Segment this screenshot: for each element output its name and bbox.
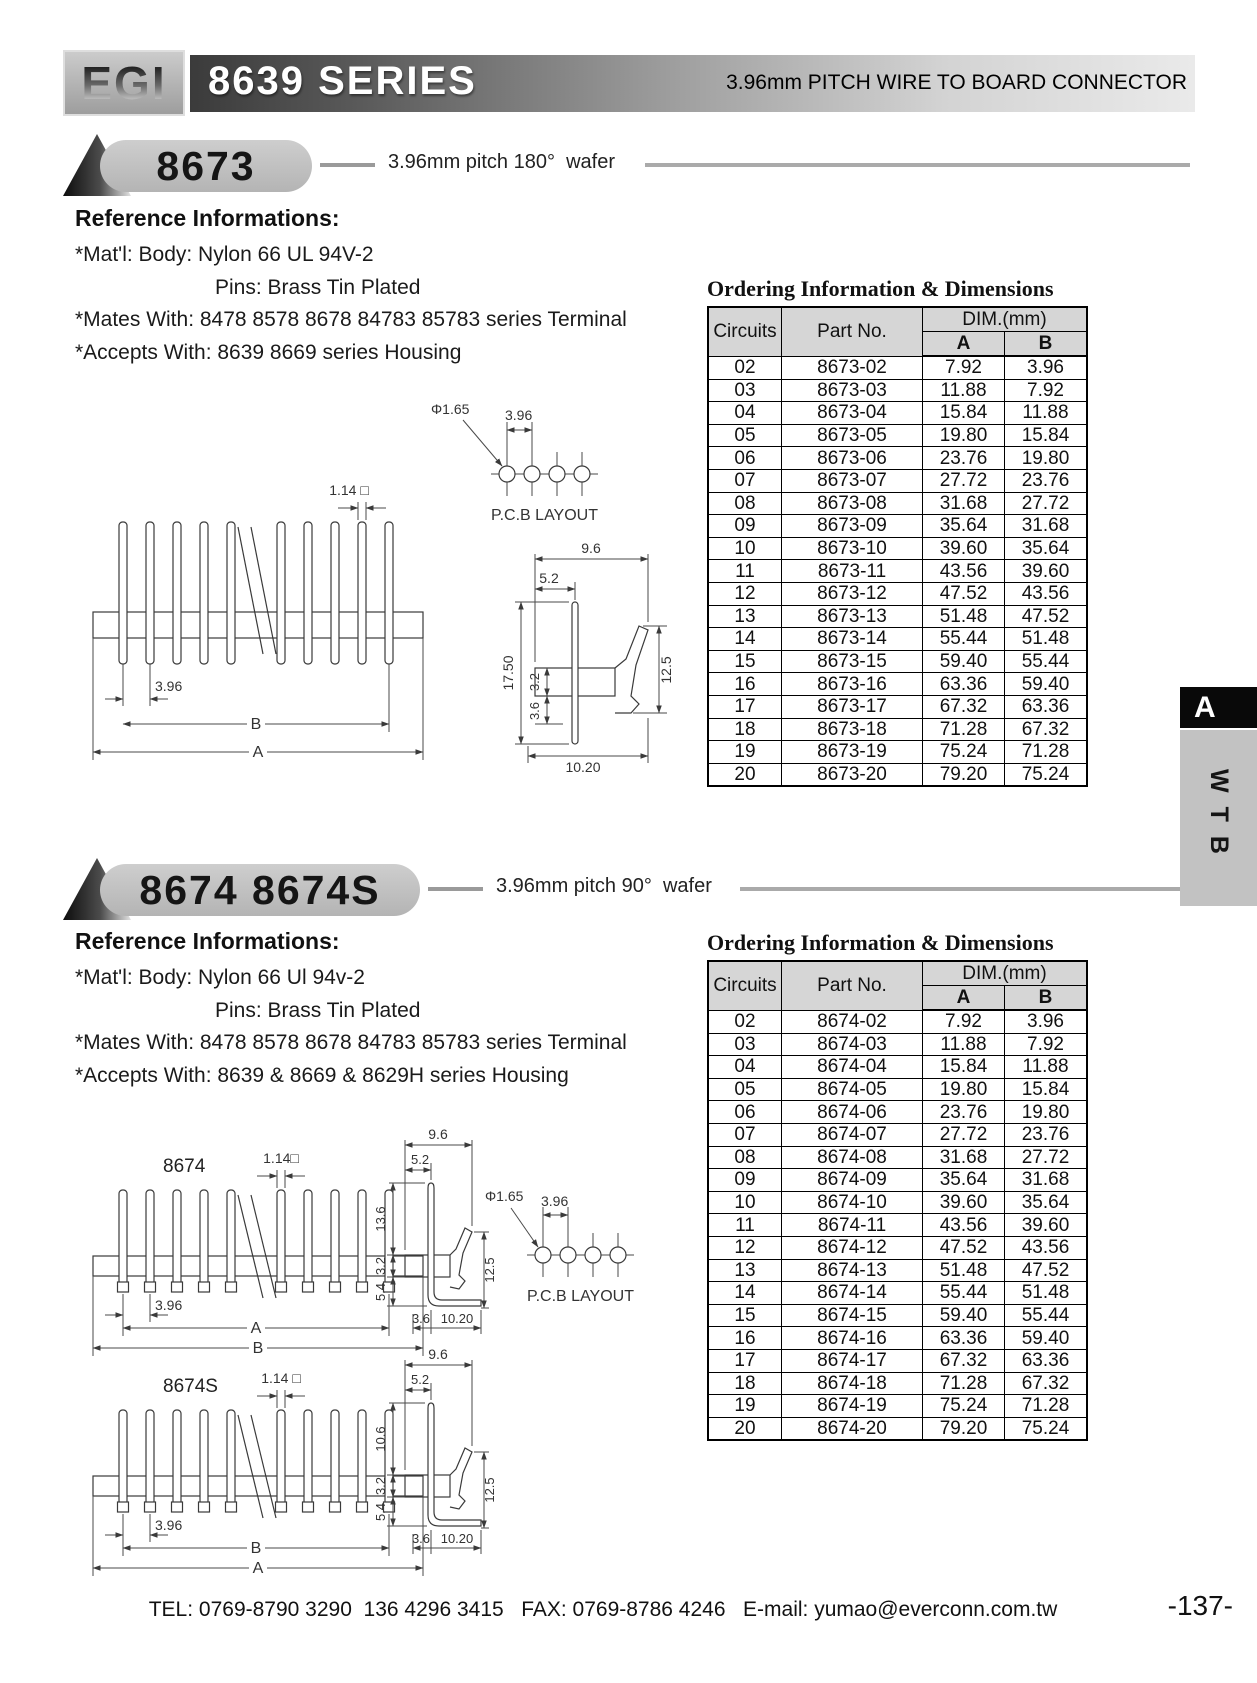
dim-side-height: 13.6 [373, 1206, 388, 1232]
cell-circuits: 10 [708, 537, 782, 560]
cell-a: 31.68 [923, 1146, 1005, 1169]
cell-b: 7.92 [1005, 379, 1088, 402]
cell-b: 51.48 [1005, 628, 1088, 651]
dim-side-t2: 3.6 [527, 701, 542, 721]
cell-part: 8674-04 [782, 1056, 923, 1079]
reference-line: *Accepts With: 8639 & 8669 & 8629H series Housing [75, 1063, 569, 1087]
dim-hole-dia: Φ1.65 [431, 401, 470, 417]
dim-pin-square: 1.14□ [263, 1150, 299, 1166]
cell-b: 3.96 [1005, 356, 1088, 379]
reference-title: Reference Informations: [75, 928, 340, 954]
cell-circuits: 12 [708, 1236, 782, 1259]
cell-a: 63.36 [923, 1327, 1005, 1350]
cell-b: 67.32 [1005, 1372, 1088, 1395]
cell-circuits: 03 [708, 379, 782, 402]
cell-circuits: 18 [708, 1372, 782, 1395]
table-row [708, 1101, 1087, 1124]
table-row [708, 1078, 1087, 1101]
cell-a: 7.92 [923, 1010, 1005, 1033]
cell-circuits: 20 [708, 763, 782, 786]
table-row [708, 515, 1087, 538]
dim-pcb-pitch: 3.96 [541, 1193, 569, 1209]
cell-b: 11.88 [1005, 1056, 1088, 1079]
dim-side-tab: 5.2 [411, 1372, 430, 1387]
cell-circuits: 11 [708, 1214, 782, 1237]
table-row [708, 1236, 1087, 1259]
cell-a: 11.88 [923, 1033, 1005, 1056]
col-header-a: A [923, 332, 1005, 357]
cell-circuits: 06 [708, 1101, 782, 1124]
dim-side-t1: 3.2 [373, 1256, 388, 1276]
cell-a: 47.52 [923, 582, 1005, 605]
reference-block-8673 [75, 205, 695, 369]
cell-part: 8673-15 [782, 650, 923, 673]
dim-a: A [252, 744, 264, 761]
table-row [708, 1214, 1087, 1237]
cell-part: 8674-06 [782, 1101, 923, 1124]
cell-circuits: 02 [708, 1010, 782, 1033]
cell-circuits: 04 [708, 1056, 782, 1079]
cell-circuits: 16 [708, 1327, 782, 1350]
cell-circuits: 15 [708, 650, 782, 673]
cell-b: 39.60 [1005, 1214, 1088, 1237]
cell-circuits: 19 [708, 741, 782, 764]
cell-a: 27.72 [923, 1123, 1005, 1146]
technical-drawing-8674 [75, 1070, 700, 1595]
table-row [708, 718, 1087, 741]
cell-b: 47.52 [1005, 1259, 1088, 1282]
cell-b: 47.52 [1005, 605, 1088, 628]
cell-part: 8674-08 [782, 1146, 923, 1169]
cell-circuits: 16 [708, 673, 782, 696]
cell-circuits: 15 [708, 1304, 782, 1327]
cell-b: 43.56 [1005, 582, 1088, 605]
cell-part: 8673-11 [782, 560, 923, 583]
dim-side-height: 10.6 [373, 1426, 388, 1452]
cell-b: 71.28 [1005, 741, 1088, 764]
cell-a: 19.80 [923, 424, 1005, 447]
table-row [708, 673, 1087, 696]
cell-circuits: 20 [708, 1417, 782, 1440]
cell-part: 8674-15 [782, 1304, 923, 1327]
connector-dash [320, 163, 375, 167]
dim-pitch: 3.96 [155, 1297, 183, 1313]
pcb-layout-view-8674 [485, 1188, 634, 1305]
cell-part: 8673-19 [782, 741, 923, 764]
cell-circuits: 08 [708, 492, 782, 515]
table-row [708, 1372, 1087, 1395]
cell-b: 19.80 [1005, 1101, 1088, 1124]
table-row [708, 447, 1087, 470]
table-row [708, 1010, 1087, 1033]
pcb-layout-caption: P.C.B LAYOUT [527, 1288, 634, 1305]
cell-b: 55.44 [1005, 650, 1088, 673]
cell-b: 15.84 [1005, 1078, 1088, 1101]
reference-line: *Accepts With: 8639 8669 series Housing [75, 340, 462, 364]
cell-part: 8674-13 [782, 1259, 923, 1282]
wafer-front-view-8674 [93, 1150, 423, 1357]
dim-a: A [252, 1560, 264, 1577]
cell-b: 11.88 [1005, 402, 1088, 425]
sidebar-category-tab [1180, 730, 1257, 906]
col-header-part: Part No. [782, 961, 923, 1010]
cell-part: 8673-09 [782, 515, 923, 538]
cell-a: 71.28 [923, 718, 1005, 741]
cell-part: 8673-08 [782, 492, 923, 515]
series-banner [190, 55, 1195, 112]
cell-a: 27.72 [923, 469, 1005, 492]
table-header [708, 307, 1087, 356]
table-row [708, 695, 1087, 718]
cell-part: 8673-12 [782, 582, 923, 605]
dim-hole-dia: Φ1.65 [485, 1188, 524, 1204]
cell-circuits: 11 [708, 560, 782, 583]
cell-b: 31.68 [1005, 515, 1088, 538]
cell-circuits: 05 [708, 1078, 782, 1101]
cell-circuits: 17 [708, 1349, 782, 1372]
table-row [708, 741, 1087, 764]
cell-part: 8673-18 [782, 718, 923, 741]
model-bubble-8673: 8673 [100, 140, 312, 192]
cell-part: 8674-14 [782, 1282, 923, 1305]
table-row [708, 537, 1087, 560]
pcb-layout-view [431, 401, 598, 524]
pitch-note-8674: 3.96mm pitch 90° wafer [496, 875, 712, 897]
cell-part: 8674-10 [782, 1191, 923, 1214]
cell-part: 8674-02 [782, 1010, 923, 1033]
cell-part: 8673-03 [782, 379, 923, 402]
cell-circuits: 04 [708, 402, 782, 425]
cell-a: 35.64 [923, 1169, 1005, 1192]
cell-a: 79.20 [923, 763, 1005, 786]
cell-a: 51.48 [923, 605, 1005, 628]
wafer-front-view [93, 482, 423, 761]
reference-line: *Mates With: 8478 8578 8678 84783 85783 series Terminal [75, 1031, 627, 1054]
dim-b: B [250, 716, 262, 733]
wafer-side-view [500, 540, 674, 775]
cell-b: 19.80 [1005, 447, 1088, 470]
pcb-layout-caption: P.C.B LAYOUT [491, 507, 598, 524]
cell-a: 67.32 [923, 1349, 1005, 1372]
heading-rule [645, 163, 1190, 167]
cell-circuits: 13 [708, 605, 782, 628]
cell-part: 8674-18 [782, 1372, 923, 1395]
cell-a: 23.76 [923, 1101, 1005, 1124]
table-row [708, 492, 1087, 515]
dim-pin-square: 1.14 □ [329, 482, 369, 498]
cell-part: 8674-03 [782, 1033, 923, 1056]
cell-a: 71.28 [923, 1372, 1005, 1395]
cell-a: 39.60 [923, 537, 1005, 560]
cell-circuits: 13 [708, 1259, 782, 1282]
col-header-circuits: Circuits [708, 961, 782, 1010]
dim-side-latch: 12.5 [482, 1477, 497, 1503]
cell-b: 15.84 [1005, 424, 1088, 447]
cell-circuits: 19 [708, 1395, 782, 1418]
dim-side-t2: 5.4 [373, 1282, 388, 1302]
cell-a: 23.76 [923, 447, 1005, 470]
cell-part: 8673-17 [782, 695, 923, 718]
model-bubble-8674: 8674 8674S [100, 864, 420, 916]
table-row [708, 1169, 1087, 1192]
dim-side-tab: 5.2 [539, 570, 559, 586]
cell-part: 8674-05 [782, 1078, 923, 1101]
cell-b: 75.24 [1005, 763, 1088, 786]
sidebar-section-tab: A [1180, 687, 1257, 728]
reference-title: Reference Informations: [75, 205, 340, 231]
dim-pitch: 3.96 [155, 678, 183, 694]
dim-side-b1: 3.6 [411, 1311, 431, 1326]
table-row [708, 424, 1087, 447]
dim-side-latch: 12.5 [658, 656, 674, 684]
series-title: 8639 SERIES [208, 59, 477, 103]
cell-b: 59.40 [1005, 1327, 1088, 1350]
cell-a: 11.88 [923, 379, 1005, 402]
cell-circuits: 09 [708, 1169, 782, 1192]
cell-part: 8674-19 [782, 1395, 923, 1418]
cell-circuits: 17 [708, 695, 782, 718]
cell-circuits: 12 [708, 582, 782, 605]
ordering-table-8673 [707, 306, 1088, 787]
cell-part: 8674-12 [782, 1236, 923, 1259]
cell-a: 43.56 [923, 560, 1005, 583]
reference-line: *Mates With: 8478 8578 8678 84783 85783 series Terminal [75, 308, 627, 331]
reference-line: *Mat'l: Body: Nylon 66 Ul 94v-2 [75, 966, 365, 989]
egi-logo-text: EGI [81, 57, 167, 109]
table-row [708, 1282, 1087, 1305]
dim-side-latch: 12.5 [482, 1257, 497, 1283]
technical-drawing-8673 [75, 362, 700, 812]
cell-a: 75.24 [923, 1395, 1005, 1418]
dim-side-tab: 5.2 [411, 1152, 430, 1167]
dim-b: B [252, 1340, 264, 1357]
cell-a: 55.44 [923, 1282, 1005, 1305]
table-row [708, 1327, 1087, 1350]
col-header-b: B [1005, 332, 1088, 357]
table-row [708, 763, 1087, 786]
cell-a: 39.60 [923, 1191, 1005, 1214]
cell-circuits: 05 [708, 424, 782, 447]
dim-pin-square: 1.14 □ [261, 1370, 301, 1386]
cell-b: 27.72 [1005, 492, 1088, 515]
cell-part: 8674-16 [782, 1327, 923, 1350]
cell-b: 39.60 [1005, 560, 1088, 583]
dim-side-b1: 3.6 [411, 1531, 431, 1546]
cell-b: 43.56 [1005, 1236, 1088, 1259]
table-body [708, 356, 1087, 786]
ordering-table-8674 [707, 960, 1088, 1441]
cell-circuits: 09 [708, 515, 782, 538]
cell-part: 8673-20 [782, 763, 923, 786]
table-row [708, 1259, 1087, 1282]
cell-b: 31.68 [1005, 1169, 1088, 1192]
table-body [708, 1010, 1087, 1440]
dim-pitch: 3.96 [155, 1517, 183, 1533]
reference-line: Pins: Brass Tin Plated [215, 998, 421, 1022]
cell-b: 59.40 [1005, 673, 1088, 696]
table-title-8673: Ordering Information & Dimensions [707, 276, 1054, 301]
dim-side-t1: 3.2 [373, 1476, 388, 1496]
cell-part: 8673-04 [782, 402, 923, 425]
cell-circuits: 07 [708, 1123, 782, 1146]
cell-a: 79.20 [923, 1417, 1005, 1440]
cell-a: 31.68 [923, 492, 1005, 515]
cell-part: 8673-14 [782, 628, 923, 651]
col-header-dim: DIM.(mm) [923, 307, 1088, 332]
table-row [708, 379, 1087, 402]
cell-b: 55.44 [1005, 1304, 1088, 1327]
cell-b: 27.72 [1005, 1146, 1088, 1169]
cell-a: 43.56 [923, 1214, 1005, 1237]
dim-side-width: 9.6 [581, 540, 601, 556]
cell-a: 47.52 [923, 1236, 1005, 1259]
cell-part: 8673-07 [782, 469, 923, 492]
cell-a: 15.84 [923, 402, 1005, 425]
dim-side-t2: 5.4 [373, 1502, 388, 1522]
cell-a: 59.40 [923, 1304, 1005, 1327]
dim-side-width: 9.6 [428, 1346, 448, 1362]
reference-block-8674 [75, 928, 695, 1092]
connector-dash [428, 887, 483, 891]
cell-part: 8674-07 [782, 1123, 923, 1146]
cell-part: 8674-20 [782, 1417, 923, 1440]
col-header-b: B [1005, 986, 1088, 1011]
col-header-dim: DIM.(mm) [923, 961, 1088, 986]
table-row [708, 402, 1087, 425]
table-row [708, 650, 1087, 673]
table-row [708, 582, 1087, 605]
table-row [708, 1304, 1087, 1327]
cell-circuits: 10 [708, 1191, 782, 1214]
dim-b: B [250, 1540, 262, 1557]
col-header-circuits: Circuits [708, 307, 782, 356]
cell-a: 15.84 [923, 1056, 1005, 1079]
table-row [708, 1349, 1087, 1372]
cell-a: 19.80 [923, 1078, 1005, 1101]
cell-part: 8674-09 [782, 1169, 923, 1192]
table-row [708, 1417, 1087, 1440]
cell-circuits: 06 [708, 447, 782, 470]
table-row [708, 1033, 1087, 1056]
cell-part: 8673-02 [782, 356, 923, 379]
cell-b: 35.64 [1005, 1191, 1088, 1214]
cell-circuits: 18 [708, 718, 782, 741]
dim-side-bottom: 10.20 [565, 759, 601, 775]
cell-a: 55.44 [923, 628, 1005, 651]
dim-side-width: 9.6 [428, 1126, 448, 1142]
dim-side-b2: 10.20 [440, 1531, 474, 1546]
cell-b: 63.36 [1005, 695, 1088, 718]
cell-circuits: 14 [708, 1282, 782, 1305]
cell-a: 35.64 [923, 515, 1005, 538]
table-row [708, 356, 1087, 379]
sidebar-category-label: WTB [1205, 768, 1233, 868]
dim-side-t1: 3.2 [527, 672, 542, 692]
page-number: -137- [1167, 1590, 1233, 1621]
cell-part: 8673-05 [782, 424, 923, 447]
cell-b: 7.92 [1005, 1033, 1088, 1056]
footer-contact: TEL: 0769-8790 3290 136 4296 3415 FAX: 0769-8786 4246 E-mail: yumao@everconn.com.tw [148, 1598, 1058, 1621]
pitch-note-8673: 3.96mm pitch 180° wafer [388, 151, 615, 173]
table-row [708, 469, 1087, 492]
cell-a: 59.40 [923, 650, 1005, 673]
cell-part: 8674-11 [782, 1214, 923, 1237]
cell-a: 67.32 [923, 695, 1005, 718]
cell-b: 23.76 [1005, 469, 1088, 492]
table-row [708, 1123, 1087, 1146]
cell-b: 75.24 [1005, 1417, 1088, 1440]
cell-a: 51.48 [923, 1259, 1005, 1282]
table-row [708, 560, 1087, 583]
table-row [708, 1056, 1087, 1079]
heading-rule [740, 887, 1190, 891]
dim-a: A [250, 1320, 262, 1337]
col-header-a: A [923, 986, 1005, 1011]
cell-b: 51.48 [1005, 1282, 1088, 1305]
cell-circuits: 08 [708, 1146, 782, 1169]
cell-a: 7.92 [923, 356, 1005, 379]
cell-a: 75.24 [923, 741, 1005, 764]
cell-b: 63.36 [1005, 1349, 1088, 1372]
table-row [708, 628, 1087, 651]
table-title-8674: Ordering Information & Dimensions [707, 930, 1054, 955]
egi-logo [63, 50, 185, 116]
reference-line: Pins: Brass Tin Plated [215, 275, 421, 299]
table-header [708, 961, 1087, 1010]
cell-b: 35.64 [1005, 537, 1088, 560]
table-row [708, 1191, 1087, 1214]
cell-part: 8673-10 [782, 537, 923, 560]
cell-part: 8673-16 [782, 673, 923, 696]
cell-circuits: 03 [708, 1033, 782, 1056]
cell-b: 3.96 [1005, 1010, 1088, 1033]
cell-circuits: 02 [708, 356, 782, 379]
reference-line: *Mat'l: Body: Nylon 66 UL 94V-2 [75, 243, 374, 266]
dim-side-height: 17.50 [500, 655, 516, 691]
table-row [708, 605, 1087, 628]
cell-part: 8673-13 [782, 605, 923, 628]
dim-side-b2: 10.20 [440, 1311, 474, 1326]
table-row [708, 1395, 1087, 1418]
col-header-part: Part No. [782, 307, 923, 356]
cell-part: 8674-17 [782, 1349, 923, 1372]
cell-b: 71.28 [1005, 1395, 1088, 1418]
cell-a: 63.36 [923, 673, 1005, 696]
wafer-front-view-8674s [93, 1370, 423, 1577]
cell-b: 67.32 [1005, 718, 1088, 741]
model-label-8674s: 8674S [163, 1376, 218, 1397]
cell-b: 23.76 [1005, 1123, 1088, 1146]
dim-pcb-pitch: 3.96 [505, 407, 533, 423]
cell-part: 8673-06 [782, 447, 923, 470]
table-row [708, 1146, 1087, 1169]
cell-circuits: 14 [708, 628, 782, 651]
cell-circuits: 07 [708, 469, 782, 492]
model-label-8674: 8674 [163, 1156, 206, 1177]
series-subtitle: 3.96mm PITCH WIRE TO BOARD CONNECTOR [726, 71, 1187, 94]
